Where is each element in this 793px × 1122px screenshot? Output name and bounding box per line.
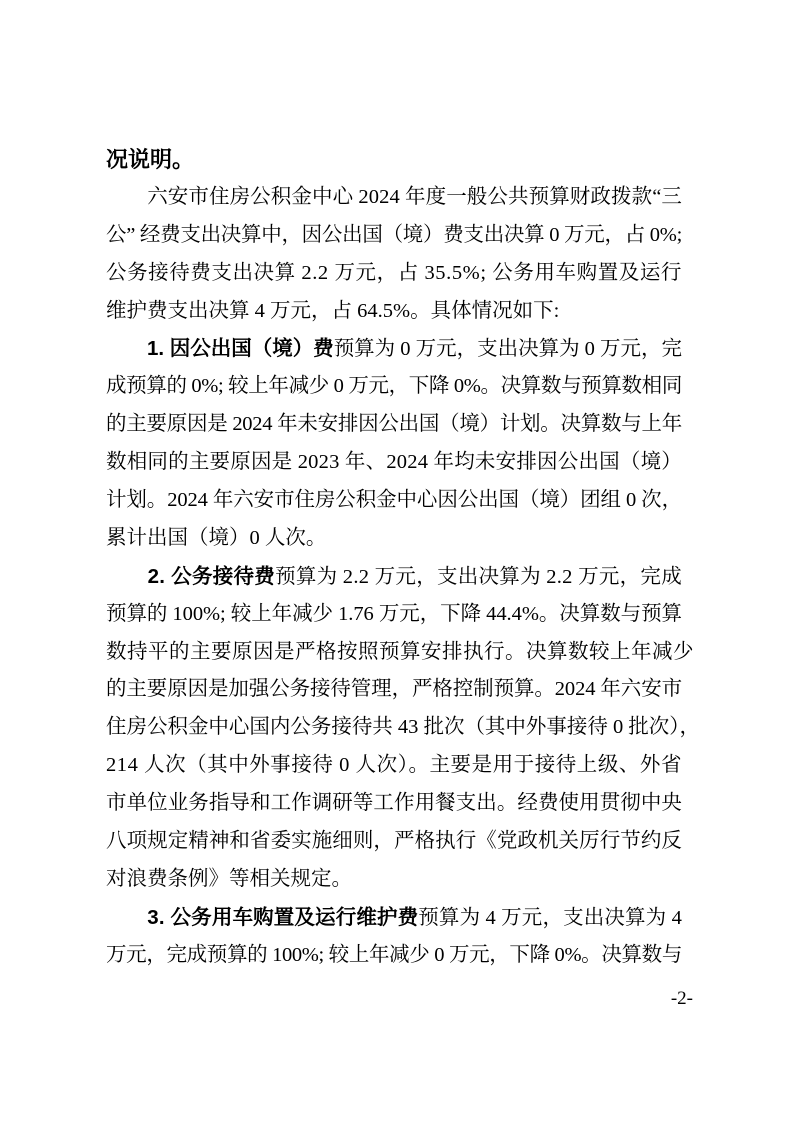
text-line-content <box>106 671 682 709</box>
text-line <box>106 596 682 634</box>
body-text: 累计出国（境）0 人次。 <box>106 526 327 549</box>
text-line <box>106 368 682 406</box>
section-heading-text: 3. 公务用车购置及运行维护费 <box>147 905 419 929</box>
text-line <box>106 823 682 861</box>
body-text: 公务接待费支出决算 2.2 万元，占 35.5%; 公务用车购置及运行 <box>106 261 683 284</box>
body-text: 预算为 2.2 万元，支出决算为 2.2 万元，完成 <box>275 565 682 588</box>
text-line <box>106 671 682 709</box>
text-line-content <box>106 293 559 331</box>
text-line-content <box>106 596 682 634</box>
text-line <box>106 747 682 785</box>
text-line <box>106 444 682 482</box>
text-line-content <box>106 785 682 823</box>
text-line-content <box>106 330 682 369</box>
text-line-content <box>106 634 694 672</box>
body-text: 预算为 4 万元，支出决算为 4 <box>418 906 682 929</box>
text-line-content <box>106 179 682 217</box>
document-body <box>106 141 700 975</box>
text-line-content <box>106 937 682 975</box>
text-line <box>106 709 700 747</box>
text-line-content <box>106 899 682 938</box>
body-text: 的主要原因是 2024 年未安排因公出国（境）计划。决算数与上年 <box>106 413 682 436</box>
body-text: 预算的 100%; 较上年减少 1.76 万元，下降 44.4%。决算数与预算 <box>106 602 682 625</box>
text-line-content <box>106 406 682 444</box>
body-text: 214 人次（其中外事接待 0 人次）。主要是用于接待上级、外省 <box>106 754 682 777</box>
text-line <box>106 293 682 331</box>
text-line-content <box>106 558 682 597</box>
body-text: 万元，完成预算的 100%; 较上年减少 0 万元，下降 0%。决算数与 <box>106 943 682 966</box>
body-text: 预算为 0 万元，支出决算为 0 万元，完 <box>333 338 682 361</box>
section-heading-text: 况说明。 <box>106 147 195 172</box>
text-line-content <box>106 709 700 747</box>
text-line-content <box>106 217 682 255</box>
text-line-content <box>106 141 194 179</box>
text-line-content <box>106 861 352 899</box>
body-text: 住房公积金中心国内公务接待共 43 批次（其中外事接待 0 批次）， <box>106 716 700 739</box>
text-line-content <box>106 368 682 406</box>
text-line <box>106 785 682 823</box>
text-line-content <box>106 482 682 520</box>
text-line <box>106 255 682 293</box>
text-line <box>106 482 682 520</box>
page-number: -2- <box>670 988 693 1009</box>
text-line <box>106 634 694 672</box>
body-text: 公” 经费支出决算中，因公出国（境）费支出决算 0 万元，占 0%; <box>106 223 682 246</box>
body-text: 计划。2024 年六安市住房公积金中心因公出国（境）团组 0 次， <box>106 489 682 512</box>
text-line-content <box>106 823 682 861</box>
body-text: 六安市住房公积金中心 2024 年度一般公共预算财政拨款“三 <box>106 185 682 208</box>
text-line <box>106 861 682 899</box>
text-line-content <box>106 444 682 482</box>
text-line <box>106 937 682 975</box>
text-line <box>106 330 682 368</box>
body-text: 数相同的主要原因是 2023 年、2024 年均未安排因公出国（境） <box>106 451 683 474</box>
body-text: 成预算的 0%; 较上年减少 0 万元，下降 0%。决算数与预算数相同 <box>106 375 682 398</box>
body-text: 八项规定精神和省委实施细则，严格执行《党政机关厉行节约反 <box>106 830 682 853</box>
body-text <box>106 338 147 360</box>
text-line <box>106 520 682 558</box>
text-line-content <box>106 747 682 785</box>
body-text: 对浪费条例》等相关规定。 <box>106 867 352 890</box>
text-line <box>106 899 682 937</box>
body-text: 市单位业务指导和工作调研等工作用餐支出。经费使用贯彻中央 <box>106 792 682 815</box>
body-text <box>106 566 148 588</box>
section-heading-text: 1. 因公出国（境）费 <box>146 337 334 361</box>
body-text: 维护费支出决算 4 万元，占 64.5%。具体情况如下: <box>106 299 560 322</box>
text-line <box>106 179 682 217</box>
body-text: 的主要原因是加强公务接待管理，严格控制预算。2024 年六安市 <box>106 678 682 701</box>
text-line-content <box>106 255 682 293</box>
text-line <box>106 141 682 179</box>
text-line <box>106 406 682 444</box>
section-heading-text: 2. 公务接待费 <box>147 564 276 588</box>
text-line <box>106 558 682 596</box>
text-line <box>106 217 682 255</box>
body-text <box>106 907 147 929</box>
text-line-content <box>106 520 326 558</box>
body-text: 数持平的主要原因是严格按照预算安排执行。决算数较上年减少 <box>106 640 694 663</box>
